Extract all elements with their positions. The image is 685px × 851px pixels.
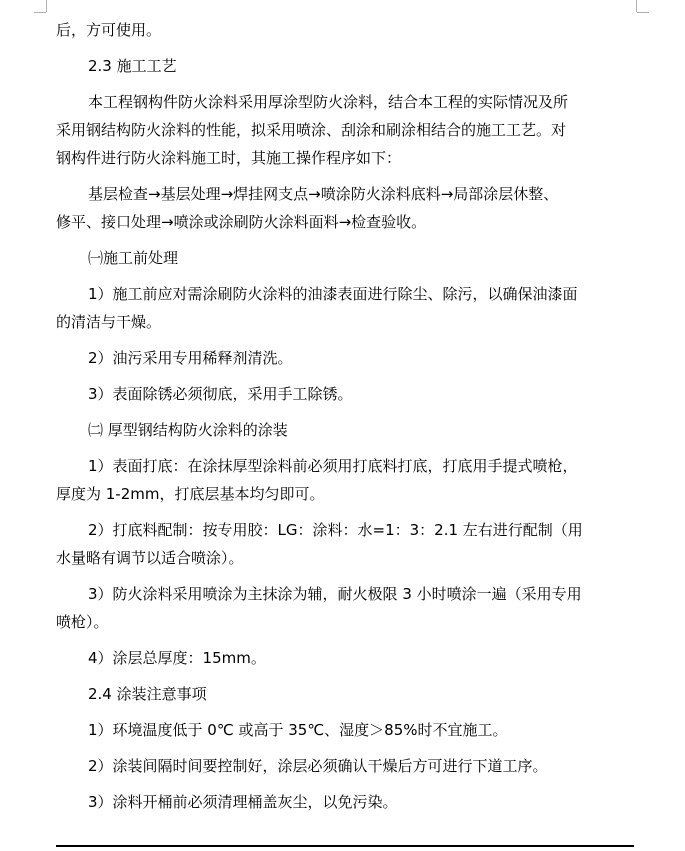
crop-mark-top-right-vertical: [636, 0, 637, 12]
list-item: 3）表面除锈必须彻底，采用手工除锈。: [88, 385, 353, 403]
section-heading: 2.4 涂装注意事项: [88, 685, 207, 703]
list-item: 1）施工前应对需涂刷防火涂料的油漆表面进行除尘、除污，以确保油漆面: [88, 285, 578, 303]
paragraph-line: 本工程钢构件防火涂料采用厚涂型防火涂料，结合本工程的实际情况及所: [88, 93, 569, 111]
paragraph-line: 采用钢结构防火涂料的性能，拟采用喷涂、刮涂和刷涂相结合的施工工艺。对: [56, 121, 567, 139]
paragraph-line: 后，方可使用。: [56, 21, 162, 39]
list-item: 3）防火涂料采用喷涂为主抹涂为辅，耐火极限 3 小时喷涂一遍（采用专用: [88, 585, 582, 603]
subsection-heading: ㈠施工前处理: [88, 249, 179, 267]
list-item: 2）涂装间隔时间要控制好，涂层必须确认干燥后方可进行下道工序。: [88, 757, 548, 775]
list-item-continuation: 水量略有调节以适合喷涂）。: [56, 549, 244, 567]
subsection-heading: ㈡ 厚型钢结构防火涂料的涂装: [88, 421, 288, 439]
crop-mark-top-left-vertical: [46, 0, 47, 12]
list-item: 1）环境温度低于 0℃ 或高于 35℃、湿度＞85%时不宜施工。: [88, 721, 508, 739]
list-item: 3）涂料开桶前必须清理桶盖灰尘，以免污染。: [88, 793, 398, 811]
list-item: 2）打底料配制：按专用胶：LG：涂料：水=1：3：2.1 左右进行配制（用: [88, 521, 583, 539]
crop-mark-top-left-horizontal: [34, 12, 46, 13]
page-bottom-rule: [56, 845, 634, 847]
section-heading: 2.3 施工工艺: [88, 57, 177, 75]
list-item-continuation: 厚度为 1-2mm，打底层基本均匀即可。: [56, 485, 325, 503]
paragraph-line: 基层检查→基层处理→焊挂网支点→喷涂防火涂料底料→局部涂层休整、: [88, 185, 559, 203]
list-item-continuation: 喷枪）。: [56, 613, 109, 631]
list-item: 4）涂层总厚度：15mm。: [88, 649, 266, 667]
list-item-continuation: 的清洁与干燥。: [56, 313, 162, 331]
list-item: 2）油污采用专用稀释剂清洗。: [88, 349, 293, 367]
document-body: [56, 16, 636, 816]
list-item: 1）表面打底：在涂抹厚型涂料前必须用打底料打底，打底用手提式喷枪，: [88, 457, 578, 475]
paragraph-line: 修平、接口处理→喷涂或涂刷防火涂料面料→检查验收。: [56, 213, 427, 231]
paragraph-line: 钢构件进行防火涂料施工时，其施工操作程序如下：: [56, 149, 402, 167]
crop-mark-top-right-horizontal: [637, 12, 649, 13]
